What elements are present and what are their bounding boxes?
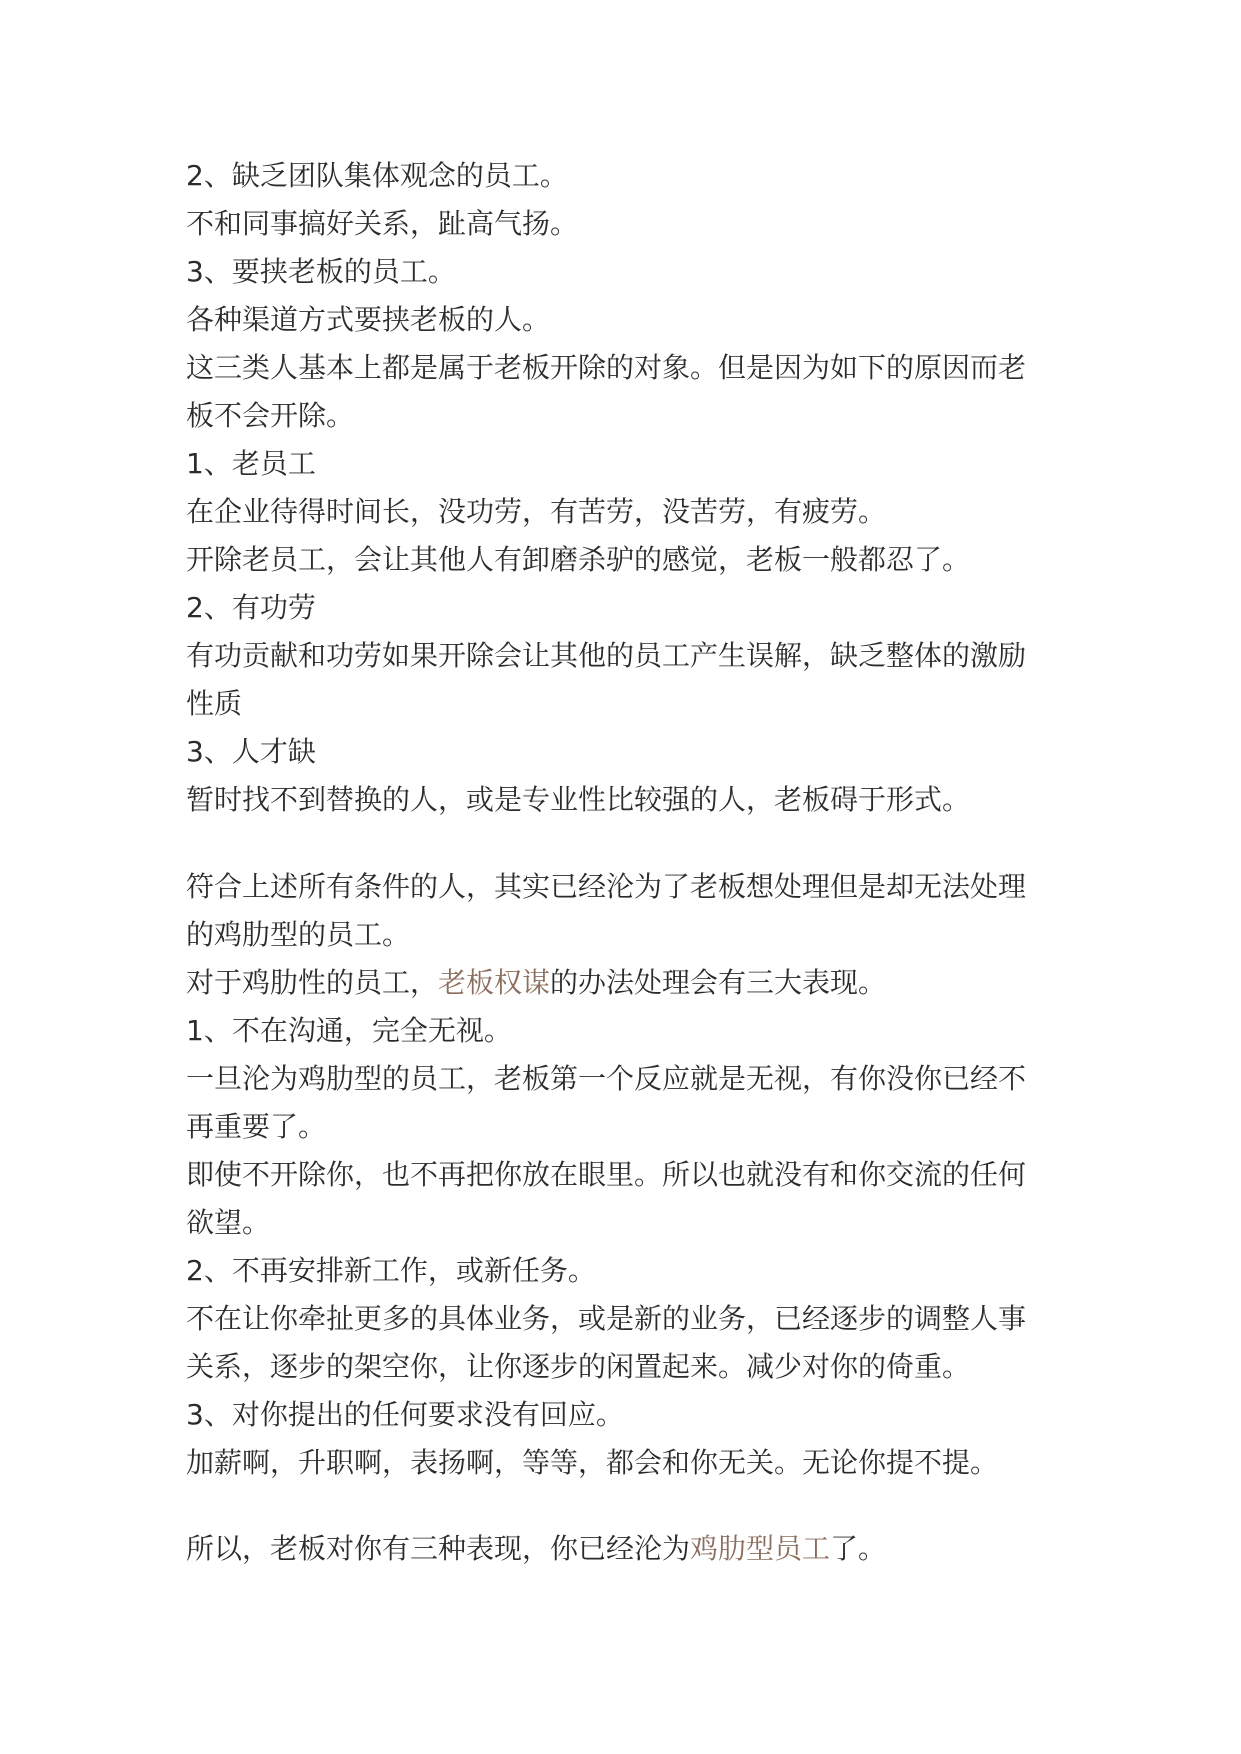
paragraph-with-link <box>186 959 1046 1007</box>
paragraph: 符合上述所有条件的人，其实已经沦为了老板想处理但是却无法处理的鸡肋型的员工。 <box>186 870 1027 951</box>
paragraph: 有功贡献和功劳如果开除会让其他的员工产生误解，缺乏整体的激励性质 <box>186 639 1027 720</box>
paragraph: 不在让你牵扯更多的具体业务，或是新的业务，已经逐步的调整人事关系，逐步的架空你，让你逐步的闲置起来。减少对你的倚重。 <box>186 1302 1027 1383</box>
paragraph-text: 对于鸡肋性的员工， <box>186 966 439 999</box>
paragraph: 不和同事搞好关系，趾高气扬。 <box>186 207 579 240</box>
heading-item-3: 3、人才缺 <box>186 735 316 768</box>
paragraph: 开除老员工，会让其他人有卸磨杀驴的感觉，老板一般都忍了。 <box>186 543 971 576</box>
paragraph: 在企业待得时间长，没功劳，有苦劳，没苦劳，有疲劳。 <box>186 495 887 528</box>
heading-item-3: 3、要挟老板的员工。 <box>186 255 456 288</box>
paragraph-text: 的办法处理会有三大表现。 <box>550 966 887 999</box>
heading-item-3: 3、对你提出的任何要求没有回应。 <box>186 1398 624 1431</box>
paragraph-with-link <box>186 1525 1046 1573</box>
heading-item-2: 2、有功劳 <box>186 591 316 624</box>
paragraph-text: 了。 <box>830 1532 887 1565</box>
paragraph: 这三类人基本上都是属于老板开除的对象。但是因为如下的原因而老板不会开除。 <box>186 351 1027 432</box>
paragraph: 暂时找不到替换的人，或是专业性比较强的人，老板碍于形式。 <box>186 783 971 816</box>
heading-item-2: 2、缺乏团队集体观念的员工。 <box>186 159 568 192</box>
paragraph: 一旦沦为鸡肋型的员工，老板第一个反应就是无视，有你没你已经不再重要了。 <box>186 1062 1027 1143</box>
article-body <box>186 152 1046 1573</box>
chicken-rib-employee-link[interactable]: 鸡肋型员工 <box>690 1532 831 1565</box>
heading-item-2: 2、不再安排新工作，或新任务。 <box>186 1254 596 1287</box>
heading-item-1: 1、不在沟通，完全无视。 <box>186 1014 512 1047</box>
heading-item-1: 1、老员工 <box>186 447 316 480</box>
paragraph: 各种渠道方式要挟老板的人。 <box>186 303 551 336</box>
paragraph-text: 所以，老板对你有三种表现，你已经沦为 <box>186 1532 691 1565</box>
paragraph: 即使不开除你，也不再把你放在眼里。所以也就没有和你交流的任何欲望。 <box>186 1158 1027 1239</box>
boss-strategy-link[interactable]: 老板权谋 <box>438 966 551 999</box>
paragraph: 加薪啊，升职啊，表扬啊，等等，都会和你无关。无论你提不提。 <box>186 1446 999 1479</box>
